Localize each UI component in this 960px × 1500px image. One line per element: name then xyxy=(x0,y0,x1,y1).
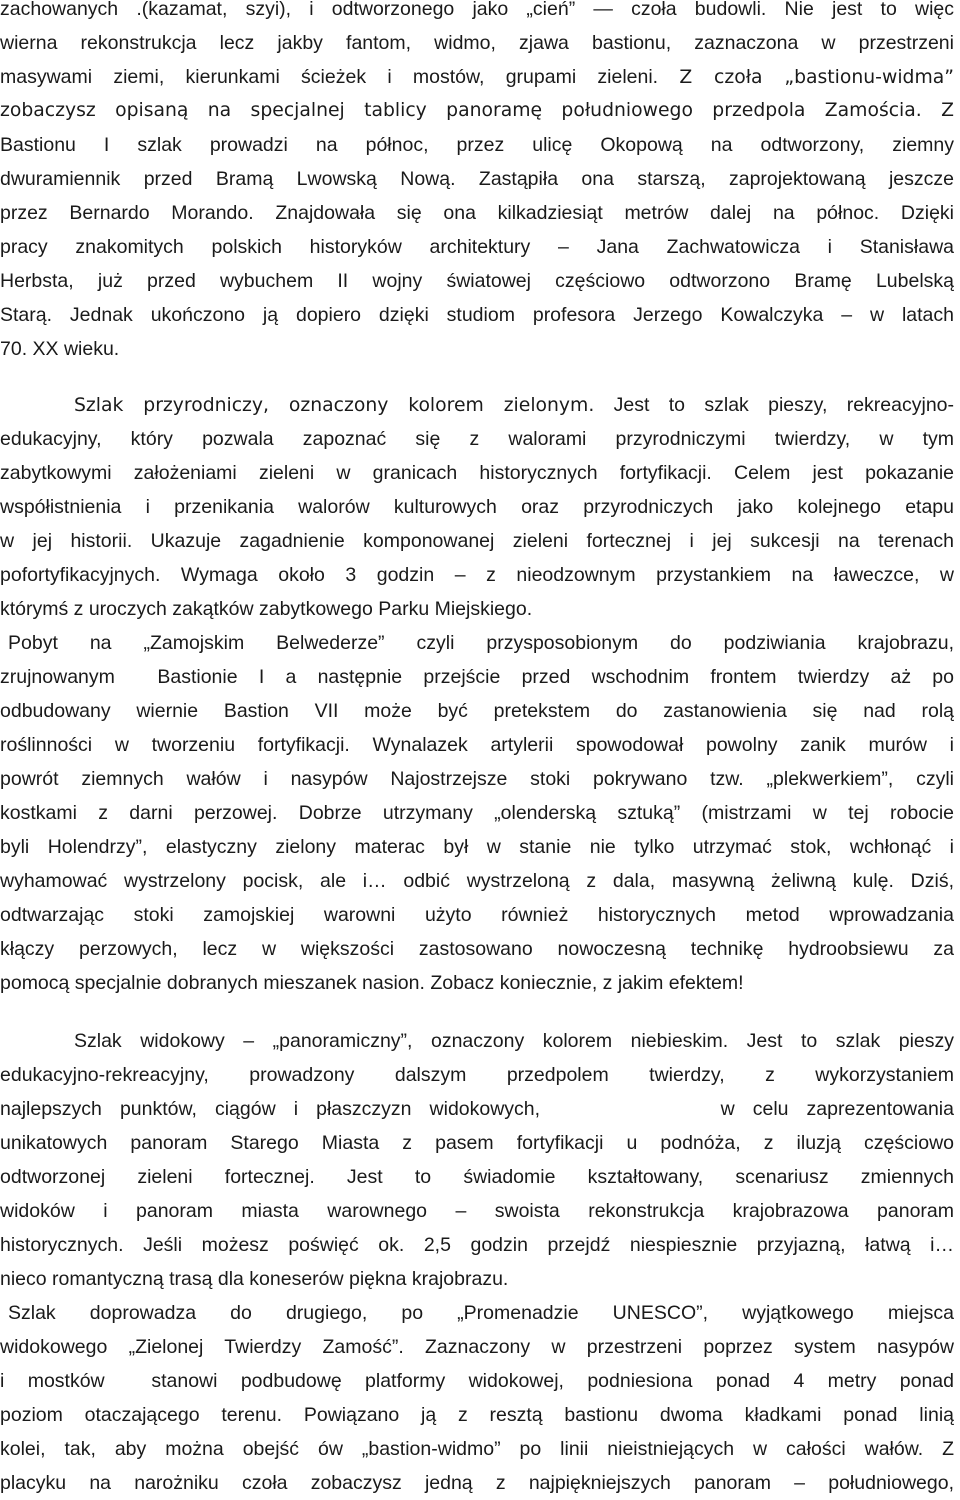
paragraph-gap xyxy=(0,1000,960,1024)
text-line: byli Holendrzy”, elastyczny zielony materac był w stanie nie tylko utrzymać stok, wchłonąć i xyxy=(0,836,954,858)
paragraph-zielona-twierdza xyxy=(0,1296,960,1500)
text-line: zachowanych .(kazamat, szyi), i odtworzonego jako „cień” — czoła budowli. Nie jest to więc xyxy=(0,0,954,20)
text-line: powrót ziemnych wałów i nasypów Najostrzejsze stoki pokrywano tzw. „plekwerkiem”, czyli xyxy=(0,768,954,790)
text-line: odbudowany wiernie Bastion VII może być pretekstem do zastanowienia się nad rolą xyxy=(0,700,954,722)
text-line: współistnienia i przenikania walorów kulturowych oraz przyrodniczych jako kolejnego etapu xyxy=(0,496,954,518)
text-line: odtworzonej zieleni fortecznej. Jest to świadomie kształtowany, scenariusz zmiennych xyxy=(0,1166,954,1188)
text-line: placyku na narożniku czoła zobaczysz jedną z najpiękniejszych panoram – południowego, xyxy=(0,1472,954,1494)
text-line: edukacyjno-rekreacyjny, prowadzony dalszym przedpolem twierdzy, z wykorzystaniem xyxy=(0,1064,954,1086)
text-line: Szlak doprowadza do drugiego, po „Promenadzie UNESCO”, wyjątkowego miejsca xyxy=(8,1302,954,1324)
text-line: nieco romantyczną trasą dla koneserów piękna krajobrazu. xyxy=(0,1268,509,1290)
paragraph-gap xyxy=(0,366,960,388)
text-line: wyhamować wystrzelony pocisk, ale i… odbić wystrzeloną z dala, masywną żeliwną kulę. Dziś, xyxy=(0,870,954,892)
text-line: Szlak przyrodniczy, oznaczony kolorem zielonym. Jest to szlak pieszy, rekreacyjno- xyxy=(74,394,955,416)
text-line: w jej historii. Ukazuje zagadnienie komponowanej zieleni fortecznej i jej sukcesji na terenach xyxy=(0,530,954,552)
paragraph-szlak-przyrodniczy xyxy=(0,388,960,626)
text-line: najlepszych punktów, ciągów i płaszczyzn widokowych, w celu zaprezentowania xyxy=(0,1098,954,1120)
text-line: pofortyfikacyjnych. Wymaga około 3 godzin – z nieodzownym przystankiem na ławeczce, w xyxy=(0,564,954,586)
text-line: dwuramiennik przed Bramą Lwowską Nową. Zastąpiła ona starszą, zaprojektowaną jeszcze xyxy=(0,168,954,190)
text-line: zobaczysz opisaną na specjalnej tablicy panoramę południowego przedpola Zamościa. Z xyxy=(0,100,954,121)
trail-heading-green: Szlak przyrodniczy, oznaczony kolorem zielonym. xyxy=(74,395,595,416)
text-line: odtwarzając stoki zamojskiej warowni użyto również historycznych metod wprowadzania xyxy=(0,904,954,926)
paragraph-zamojski-belweder xyxy=(0,626,960,1000)
text-line: zabytkowymi założeniami zieleni w granicach historycznych fortyfikacji. Celem jest pokazanie xyxy=(0,462,954,484)
paragraph-bastion-widmo xyxy=(0,0,960,366)
text-line: pracy znakomitych polskich historyków architektury – Jana Zachwatowicza i Stanisława xyxy=(0,236,954,258)
text-line: historycznych. Jeśli możesz poświęć ok. 2,5 godzin przejdź niespiesznie przyjazną, łatwą i… xyxy=(0,1234,954,1256)
text-line: Bastionu I szlak prowadzi na północ, przez ulicę Okopową na odtworzony, ziemny xyxy=(0,134,954,156)
text-line: Starą. Jednak ukończono ją dopiero dzięki studiom profesora Jerzego Kowalczyka – w latach xyxy=(0,304,954,326)
text-line: roślinności w tworzeniu fortyfikacji. Wynalazek artylerii spowodował powolny zanik murów i xyxy=(0,734,954,756)
text-line: widokowego „Zielonej Twierdzy Zamość”. Zaznaczony w przestrzeni poprzez system nasypów xyxy=(0,1336,954,1358)
text-line: kolei, tak, aby można obejść ów „bastion-widmo” po linii nieistniejących w całości wałów. Z xyxy=(0,1438,954,1460)
text-line: kłączy perzowych, lecz w większości zastosowano nowoczesną technikę hydroobsiewu za xyxy=(0,938,954,960)
text-line: Herbsta, już przed wybuchem II wojny światowej częściowo odtworzono Bramę Lubelską xyxy=(0,270,954,292)
text-line: zrujnowanym Bastionie I a następnie przejście przed wschodnim frontem twierdzy aż po xyxy=(0,666,954,688)
text-line: wierna rekonstrukcja lecz jakby fantom, widmo, zjawa bastionu, zaznaczona w przestrzeni xyxy=(0,32,954,54)
text-line: unikatowych panoram Starego Miasta z pasem fortyfikacji u podnóża, z iluzją częściowo xyxy=(0,1132,954,1154)
text-line: 70. XX wieku. xyxy=(0,338,120,360)
text-line: przez Bernardo Morando. Znajdowała się ona kilkadziesiąt metrów dalej na północ. Dzięki xyxy=(0,202,954,224)
text-line: widoków i panoram miasta warownego – swoista rekonstrukcja krajobrazowa panoram xyxy=(0,1200,954,1222)
text-line: i mostków stanowi podbudowę platformy widokowej, podniesiona ponad 4 metry ponad xyxy=(0,1370,954,1392)
paragraph-szlak-widokowy xyxy=(0,1024,960,1296)
text-line: poziom otaczającego terenu. Powiązano ją z resztą bastionu dwoma kładkami ponad linią xyxy=(0,1404,954,1426)
text-line xyxy=(0,1024,954,1058)
text-line: edukacyjny, który pozwala zapoznać się z walorami przyrodniczymi twierdzy, w tym xyxy=(0,428,954,450)
text-line: masywami ziemi, kierunkami ścieżek i mostów, grupami zieleni. Z czoła „bastionu-widma” xyxy=(0,66,954,88)
text-line: pomocą specjalnie dobranych mieszanek nasion. Zobacz koniecznie, z jakim efektem! xyxy=(0,972,744,994)
text-line: którymś z uroczych zakątków zabytkowego Parku Miejskiego. xyxy=(0,598,533,620)
text-line: kostkami z darni perzowej. Dobrze utrzymany „olenderską sztuką” (mistrzami w tej robocie xyxy=(0,802,954,824)
trail-heading-blue: Szlak widokowy – „panoramiczny”, oznaczony kolorem niebieskim. Jest to szlak pieszy xyxy=(74,1030,954,1052)
text-line: Pobyt na „Zamojskim Belwederze” czyli przysposobionym do podziwiania krajobrazu, xyxy=(8,632,954,654)
